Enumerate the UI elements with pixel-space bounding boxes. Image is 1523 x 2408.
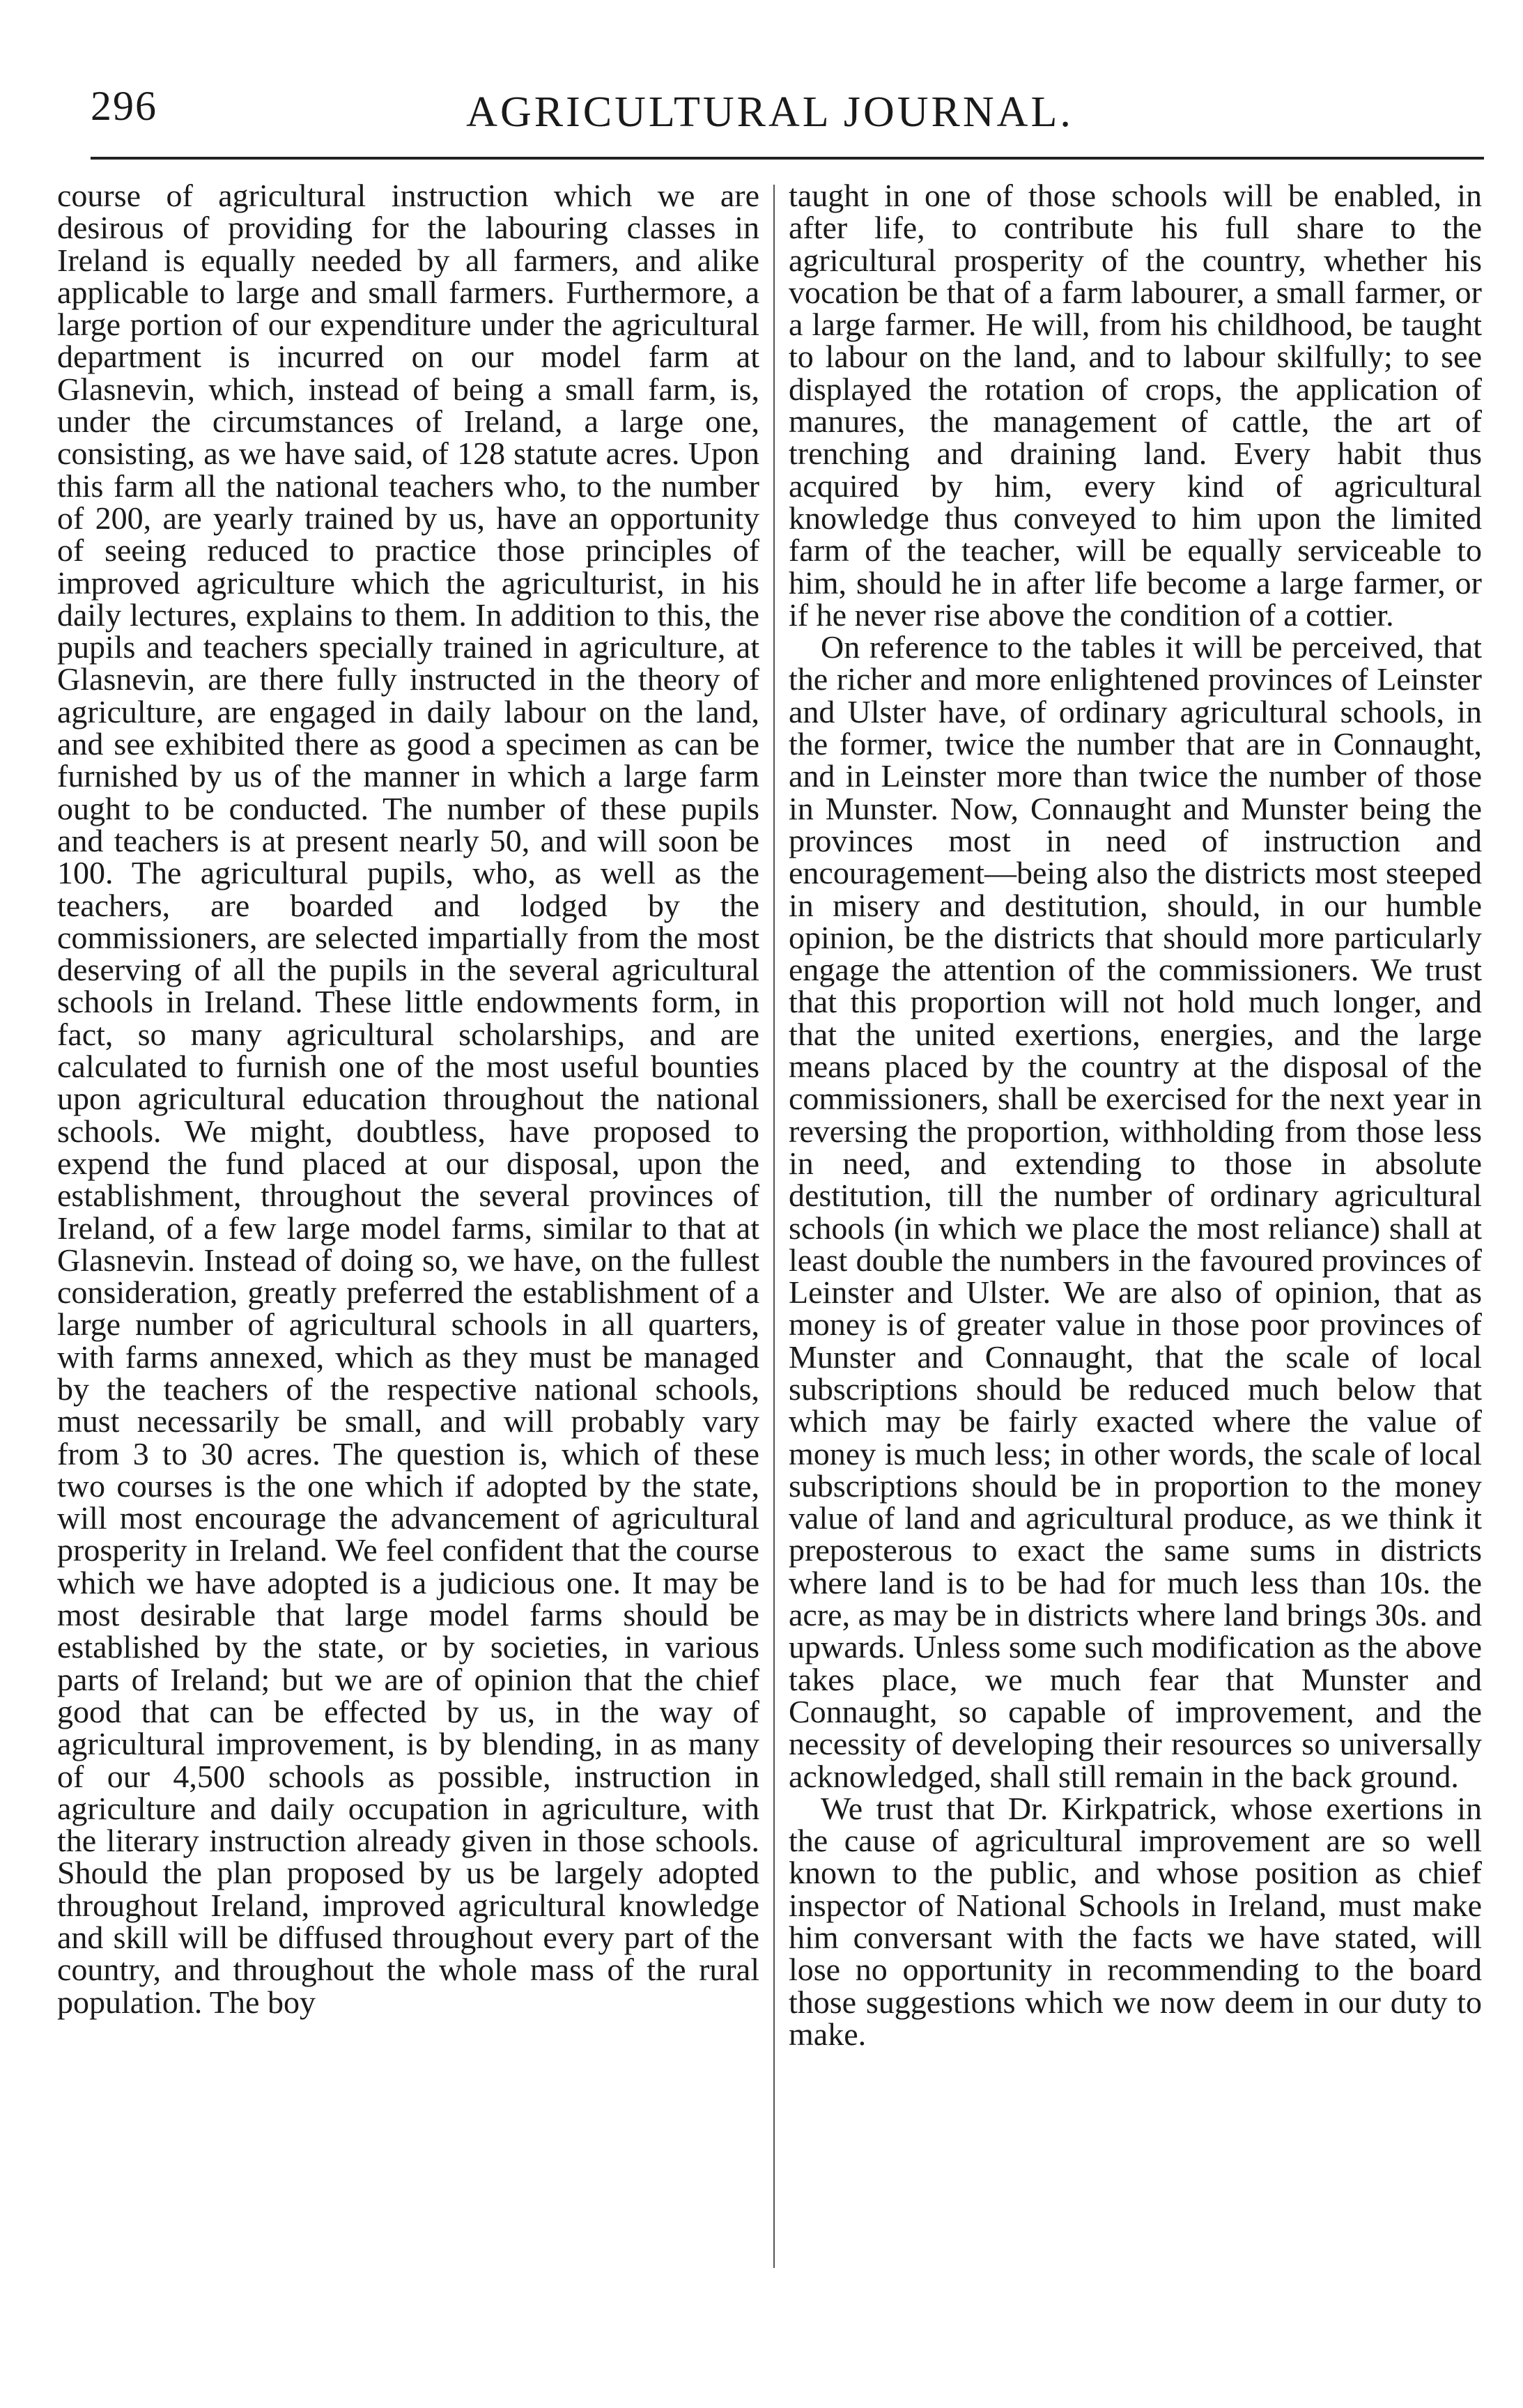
right-column <box>789 180 1482 2051</box>
header-rule <box>91 157 1484 160</box>
left-paragraph-1: course of agricultural instruction which we are desirous of providing for the labouring classes in Ireland is equally needed by all farmers, and alike applicable to large and small farmers. Furthermore, a large portion of our expenditure under the agricultural department is incurred on our model farm at Glasnevin, which, instead of being a small farm, is, under the circumstances of Ireland, a large one, consisting, as we have said, of 128 statute acres. Upon this farm all the national teachers who, to the number of 200, are yearly trained by us, have an opportunity of seeing reduced to practice those principles of improved agriculture which the agriculturist, in his daily lectures, explains to them. In addition to this, the pupils and teachers specially trained in agriculture, at Glasnevin, are there fully instructed in the theory of agriculture, are engaged in daily labour on the land, and see exhibited there as good a specimen as can be furnished by us of the manner in which a large farm ought to be conducted. The number of these pupils and teachers is at present nearly 50, and will soon be 100. The agricultural pupils, who, as well as the teachers, are boarded and lodged by the commissioners, are selected impartially from the most deserving of all the pupils in the several agricultural schools in Ireland. These little endowments form, in fact, so many agricultural scholarships, and are calculated to furnish one of the most useful bounties upon agricultural education throughout the national schools. We might, doubtless, have proposed to expend the fund placed at our disposal, upon the establishment, throughout the several provinces of Ireland, of a few large model farms, similar to that at Glasnevin. Instead of doing so, we have, on the fullest consideration, greatly preferred the establishment of a large number of agricultural schools in all quarters, with farms annexed, which as they must be managed by the teachers of the respective national schools, must necessarily be small, and will probably vary from 3 to 30 acres. The question is, which of these two courses is the one which if adopted by the state, will most encourage the advancement of agricultural prosperity in Ireland. We feel confident that the course which we have adopted is a judicious one. It may be most desirable that large model farms should be established by the state, or by societies, in various parts of Ireland; but we are of opinion that the chief good that can be effected by us, in the way of agricultural improvement, is by blending, in as many of our 4,500 schools as possible, instruction in agriculture and daily occupation in agriculture, with the literary instruction already given in those schools. Should the plan proposed by us be largely adopted throughout Ireland, improved agricultural knowledge and skill will be diffused throughout every part of the country, and throughout the whole mass of the rural population. The boy <box>57 178 759 2020</box>
right-paragraph-2: On reference to the tables it will be perceived, that the richer and more enlightened provinces of Leinster and Ulster have, of ordinary agricultural schools, in the former, twice the number that are in Connaught, and in Leinster more than twice the number of those in Munster. Now, Connaught and Munster being the provinces most in need of instruction and encouragement—being also the districts most steeped in misery and destitution, should, in our humble opinion, be the districts that should more particularly engage the attention of the commissioners. We trust that this proportion will not hold much longer, and that the united exertions, energies, and the large means placed by the country at the disposal of the commissioners, shall be exercised for the next year in reversing the proportion, withholding from those less in need, and extending to those in absolute destitution, till the number of ordinary agricultural schools (in which we place the most reliance) shall at least double the numbers in the favoured provinces of Leinster and Ulster. We are also of opinion, that as money is of greater value in those poor provinces of Munster and Connaught, that the scale of local subscriptions should be reduced much below that which may be fairly exacted where the value of money is much less; in other words, the scale of local subscriptions should be in proportion to the money value of land and agricultural produce, as we think it preposterous to exact the same sums in districts where land is to be had for much less than 10s. the acre, as may be in districts where land brings 30s. and upwards. Unless some such modification as the above takes place, we much fear that Munster and Connaught, so capable of improvement, and the necessity of developing their resources so universally acknowledged, shall still remain in the back ground. <box>789 629 1482 1794</box>
page-number: 296 <box>91 83 157 129</box>
column-divider <box>773 185 775 2268</box>
left-column <box>57 180 759 2019</box>
right-paragraph-1: taught in one of those schools will be enabled, in after life, to contribute his full share to the agricultural prosperity of the country, whether his vocation be that of a farm labourer, a small farmer, or a large farmer. He will, from his childhood, be taught to labour on the land, and to labour skilfully; to see displayed the rotation of crops, the application of manures, the management of cattle, the art of trenching and draining land. Every habit thus acquired by him, every kind of agricultural knowledge thus conveyed to him upon the limited farm of the teacher, will be equally serviceable to him, should he in after life become a large farmer, or if he never rise above the condition of a cottier. <box>789 178 1482 633</box>
page-header <box>70 82 1470 159</box>
right-paragraph-3: We trust that Dr. Kirkpatrick, whose exertions in the cause of agricultural improvement are so well known to the public, and whose position as chief inspector of National Schools in Ireland, must make him conversant with the facts we have stated, will lose no opportunity in recommending to the board those suggestions which we now deem in our duty to make. <box>789 1790 1482 2052</box>
running-title: AGRICULTURAL JOURNAL. <box>466 88 1074 136</box>
